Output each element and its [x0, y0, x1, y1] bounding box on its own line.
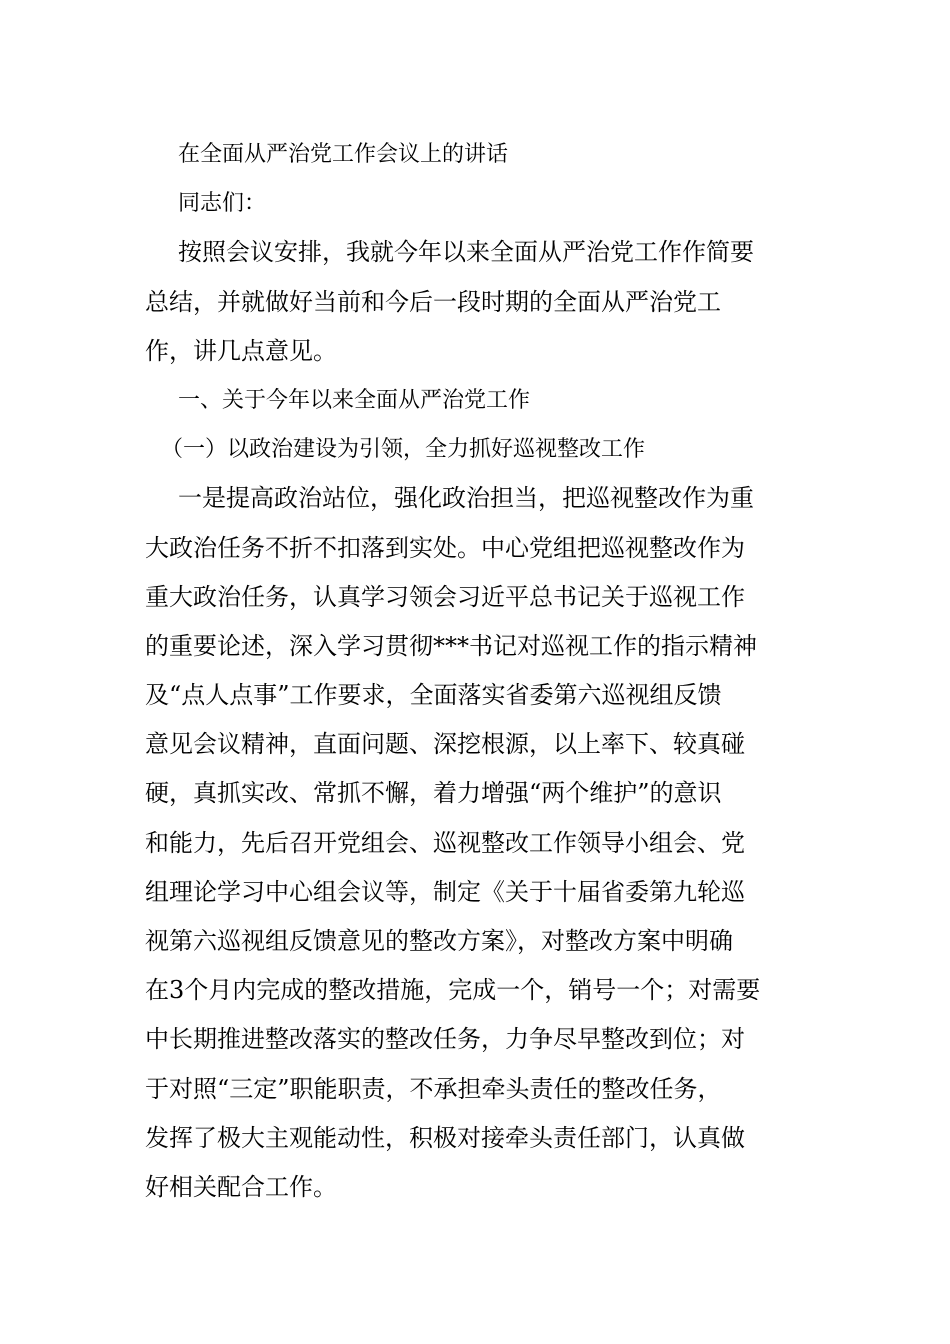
- intro-line: 总结，并就做好当前和今后一段时期的全面从严治党工: [145, 287, 721, 316]
- paragraph-line: 的重要论述，深入学习贯彻***书记对巡视工作的指示精神: [145, 631, 757, 660]
- paragraph-line: 一是提高政治站位，强化政治担当，把巡视整改作为重: [178, 484, 754, 513]
- paragraph-line: 发挥了极大主观能动性，积极对接牵头责任部门，认真做: [145, 1123, 745, 1152]
- document-body: [145, 130, 807, 1212]
- paragraph-line: 视第六巡视组反馈意见的整改方案》，对整改方案中明确: [145, 927, 733, 955]
- intro-line: 作，讲几点意见。: [145, 336, 337, 365]
- paragraph-line: 及“点人点事”工作要求，全面落实省委第六巡视组反馈: [145, 681, 722, 710]
- paragraph-line: 于对照“三定”职能职责，不承担牵头责任的整改任务，: [145, 1074, 722, 1103]
- paragraph-line: 中长期推进整改落实的整改任务，力争尽早整改到位；对: [145, 1025, 745, 1054]
- paragraph-line: 重大政治任务，认真学习领会习近平总书记关于巡视工作: [145, 582, 745, 611]
- paragraph-line: 在3个月内完成的整改措施，完成一个，销号一个；对需要: [145, 976, 761, 1005]
- paragraph-line: 硬，真抓实改、常抓不懈，着力增强“两个维护”的意识: [145, 779, 722, 808]
- intro-line: 按照会议安排，我就今年以来全面从严治党工作作简要: [178, 238, 754, 267]
- subsection-heading: （一）以政治建设为引领，全力抓好巡视整改工作: [161, 437, 646, 463]
- document-title: 在全面从严治党工作会议上的讲话: [178, 142, 509, 167]
- paragraph-line: 好相关配合工作。: [145, 1172, 337, 1201]
- salutation: 同志们：: [178, 191, 267, 217]
- paragraph-line: 意见会议精神，直面问题、深挖根源，以上率下、较真碰: [145, 730, 745, 759]
- paragraph-line: 大政治任务不折不扣落到实处。中心党组把巡视整改作为: [145, 533, 745, 562]
- paragraph-line: 组理论学习中心组会议等，制定《关于十届省委第九轮巡: [145, 877, 745, 906]
- section-heading: 一、关于今年以来全面从严治党工作: [178, 387, 531, 413]
- paragraph-line: 和能力，先后召开党组会、巡视整改工作领导小组会、党: [145, 828, 745, 857]
